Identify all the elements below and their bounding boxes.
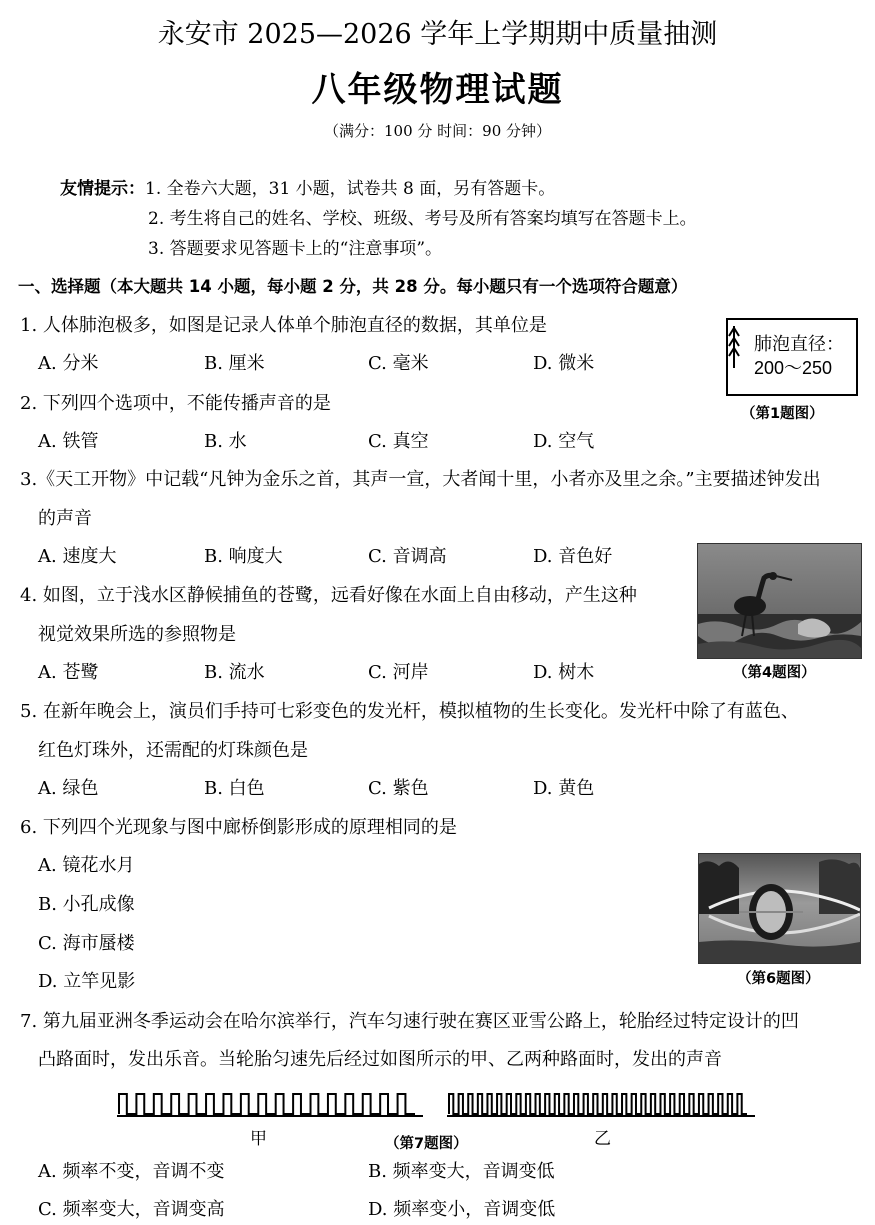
q5-stem: 5. 在新年晚会上，演员们手持可七彩变色的发光杆，模拟植物的生长变化。发光杆中除了有蓝色、 bbox=[20, 701, 799, 722]
q6-stem: 6. 下列四个光现象与图中廊桥倒影形成的原理相同的是 bbox=[20, 817, 457, 838]
q3-option-a: A. 速度大 bbox=[38, 546, 117, 567]
q3-stem-cont: 的声音 bbox=[38, 508, 92, 529]
q7-label-a: 甲 bbox=[250, 1129, 267, 1149]
q2-stem: 2. 下列四个选项中，不能传播声音的是 bbox=[20, 393, 331, 414]
q7-option-c: C. 频率变大，音调变高 bbox=[38, 1199, 225, 1220]
q6-option-a: A. 镜花水月 bbox=[38, 855, 135, 876]
q1-option-d: D. 微米 bbox=[533, 353, 595, 374]
exam-title: 永安市 2025—2026 学年上学期期中质量抽测 bbox=[157, 19, 718, 50]
tip-item: 1. 全卷六大题，31 小题，试卷共 8 面，另有答题卡。 bbox=[145, 179, 556, 199]
q1-figure-label: 肺泡直径： bbox=[754, 334, 844, 354]
q7-option-a: A. 频率不变，音调不变 bbox=[38, 1161, 225, 1182]
q2-option-d: D. 空气 bbox=[533, 431, 595, 452]
q6-option-c: C. 海市蜃楼 bbox=[38, 933, 135, 954]
q6-option-b: B. 小孔成像 bbox=[38, 894, 135, 915]
q7-option-b: B. 频率变大，音调变低 bbox=[368, 1161, 555, 1182]
q7-caption: （第7题图） bbox=[385, 1136, 468, 1152]
q1-option-c: C. 毫米 bbox=[368, 353, 429, 374]
tip-item: 2. 考生将自己的姓名、学校、班级、考号及所有答案均填写在答题卡上。 bbox=[148, 209, 697, 229]
road-b-profile bbox=[447, 1094, 755, 1116]
tips-label: 友情提示： bbox=[60, 179, 145, 199]
tips-line-1 bbox=[60, 174, 555, 199]
q3-stem: 3.《天工开物》中记载“凡钟为金乐之首，其声一宣，大者闻十里，小者亦及里之余。”主要描述钟发出 bbox=[20, 469, 821, 490]
q2-option-c: C. 真空 bbox=[368, 431, 429, 452]
q5-option-b: B. 白色 bbox=[204, 778, 265, 799]
bridge-reflection-image bbox=[699, 854, 860, 963]
heron-image bbox=[698, 544, 861, 658]
tip-item: 3. 答题要求见答题卡上的“注意事项”。 bbox=[148, 239, 443, 259]
exam-meta: （满分：100 分 时间：90 分钟） bbox=[323, 122, 552, 140]
q4-option-b: B. 流水 bbox=[204, 662, 265, 683]
q3-option-d: D. 音色好 bbox=[533, 546, 613, 567]
q7-label-b: 乙 bbox=[594, 1129, 611, 1149]
q1-caption: （第1题图） bbox=[741, 406, 824, 422]
q2-option-a: A. 铁管 bbox=[38, 431, 99, 452]
q1-stem: 1. 人体肺泡极多，如图是记录人体单个肺泡直径的数据，其单位是 bbox=[20, 315, 547, 336]
q7-option-d: D. 频率变小，音调变低 bbox=[368, 1199, 556, 1220]
road-a-profile bbox=[117, 1094, 423, 1116]
scroll-mark-icon bbox=[726, 322, 746, 372]
q4-stem-cont: 视觉效果所选的参照物是 bbox=[38, 624, 236, 645]
q5-option-c: C. 紫色 bbox=[368, 778, 429, 799]
q1-option-b: B. 厘米 bbox=[204, 353, 265, 374]
q7-stem: 7. 第九届亚洲冬季运动会在哈尔滨举行，汽车匀速行驶在赛区亚雪公路上，轮胎经过特定设计的凹 bbox=[20, 1011, 799, 1032]
q3-option-c: C. 音调高 bbox=[368, 546, 447, 567]
section-heading: 一、选择题（本大题共 14 小题，每小题 2 分，共 28 分。每小题只有一个选项符合题意） bbox=[18, 277, 688, 296]
q7-stem-cont: 凸路面时，发出乐音。当轮胎匀速先后经过如图所示的甲、乙两种路面时，发出的声音 bbox=[38, 1049, 722, 1070]
q4-option-a: A. 苍鹭 bbox=[38, 662, 99, 683]
q3-option-b: B. 响度大 bbox=[204, 546, 283, 567]
q5-option-a: A. 绿色 bbox=[38, 778, 99, 799]
q7-road-diagram bbox=[115, 1090, 765, 1122]
q6-bridge-photo bbox=[698, 853, 861, 964]
q4-heron-photo bbox=[697, 543, 862, 659]
q6-option-d: D. 立竿见影 bbox=[38, 971, 136, 992]
q4-stem: 4. 如图，立于浅水区静候捕鱼的苍鹭，远看好像在水面上自由移动，产生这种 bbox=[20, 585, 637, 606]
q5-stem-cont: 红色灯珠外，还需配的灯珠颜色是 bbox=[38, 740, 308, 761]
exam-subject-title: 八年级物理试题 bbox=[311, 70, 564, 110]
q1-option-a: A. 分米 bbox=[38, 353, 99, 374]
q4-option-c: C. 河岸 bbox=[368, 662, 429, 683]
q2-option-b: B. 水 bbox=[204, 431, 247, 452]
q4-option-d: D. 树木 bbox=[533, 662, 595, 683]
q5-option-d: D. 黄色 bbox=[533, 778, 595, 799]
q1-figure-value: 200～250 bbox=[754, 358, 833, 378]
q6-caption: （第6题图） bbox=[737, 971, 820, 987]
q1-figure-box bbox=[726, 318, 858, 396]
q4-caption: （第4题图） bbox=[733, 665, 816, 681]
